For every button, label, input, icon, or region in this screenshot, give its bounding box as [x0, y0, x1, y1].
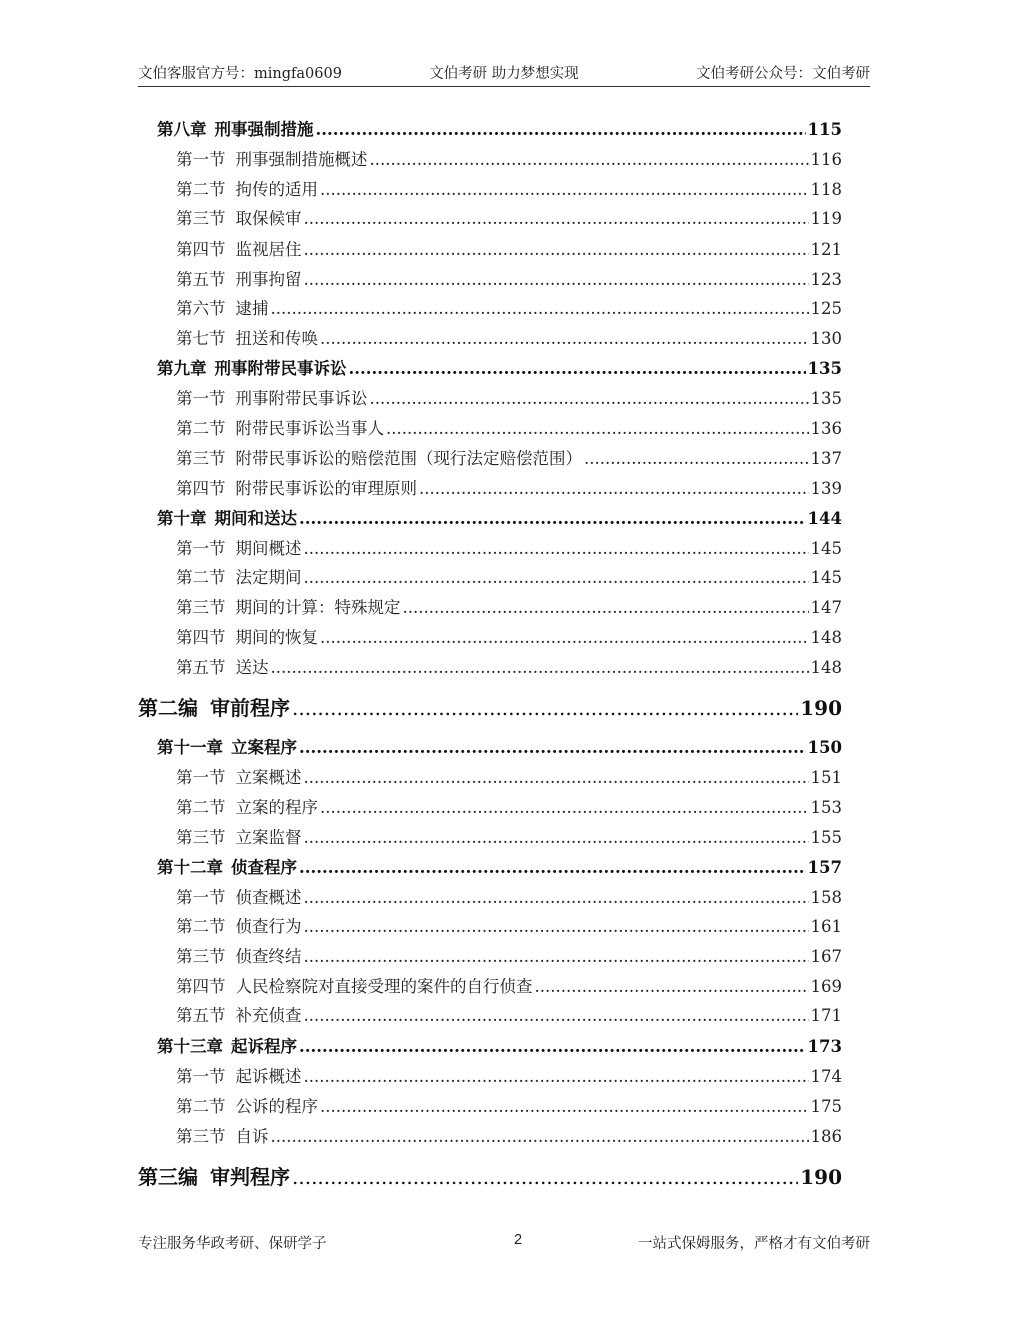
header-slogan: 文伯考研 助力梦想实现	[429, 66, 579, 82]
toc-page-number: 123	[810, 270, 842, 289]
toc-entry-number: 第三节	[176, 1127, 226, 1146]
toc-entry-text: 自诉	[235, 1127, 269, 1146]
toc-dot-leader	[320, 180, 809, 199]
toc-page-number: 139	[810, 479, 842, 498]
toc-page-number: 145	[810, 539, 842, 558]
page-footer	[138, 1232, 870, 1256]
toc-dot-leader	[299, 738, 806, 757]
toc-entry-number: 第四节	[176, 240, 226, 259]
toc-dot-leader	[292, 1165, 798, 1189]
toc-section-entry[interactable]	[176, 385, 842, 409]
toc-page-number: 115	[807, 120, 842, 139]
toc-entry-title	[176, 415, 384, 439]
toc-dot-leader	[386, 419, 809, 438]
toc-page-number: 137	[810, 449, 842, 468]
toc-section-entry[interactable]	[176, 236, 842, 260]
toc-page-number: 125	[810, 299, 842, 318]
toc-entry-title	[176, 1093, 318, 1117]
toc-entry-title	[176, 564, 302, 588]
toc-entry-number: 第六节	[176, 299, 226, 318]
toc-entry-title	[176, 445, 582, 469]
footer-left-text: 专注服务华政考研、保研学子	[138, 1236, 327, 1252]
toc-entry-text: 拘传的适用	[235, 180, 318, 199]
toc-section-entry[interactable]	[176, 764, 842, 788]
toc-dot-leader	[304, 270, 809, 289]
toc-dot-leader	[320, 628, 809, 647]
toc-section-entry[interactable]	[176, 445, 842, 469]
toc-entry-title	[138, 1161, 290, 1190]
toc-dot-leader	[349, 359, 806, 378]
toc-part-entry[interactable]	[138, 1161, 842, 1190]
toc-page-number: 118	[810, 180, 842, 199]
toc-entry-title	[176, 1063, 302, 1087]
footer-right-text: 一站式保姆服务，严格才有文伯考研	[638, 1236, 870, 1252]
toc-entry-title	[176, 535, 302, 559]
toc-entry-number: 第一节	[176, 1067, 226, 1086]
toc-section-entry[interactable]	[176, 205, 842, 229]
toc-entry-number: 第二节	[176, 798, 226, 817]
toc-entry-text: 侦查行为	[235, 917, 302, 936]
toc-page-number: 148	[810, 628, 842, 647]
toc-dot-leader	[320, 329, 809, 348]
toc-entry-text: 期间概述	[235, 539, 302, 558]
toc-section-entry[interactable]	[176, 295, 842, 319]
toc-section-entry[interactable]	[176, 325, 842, 349]
toc-entry-text: 立案概述	[235, 768, 302, 787]
toc-page-number: 161	[810, 917, 842, 936]
toc-entry-title	[176, 973, 533, 997]
toc-dot-leader	[304, 209, 809, 228]
toc-entry-text: 监视居住	[235, 240, 302, 259]
toc-entry-text: 刑事强制措施	[214, 120, 314, 139]
toc-page-number: 135	[807, 359, 842, 378]
toc-page-number: 130	[810, 329, 842, 348]
toc-entry-title	[176, 1123, 269, 1147]
toc-dot-leader	[292, 696, 798, 720]
toc-section-entry[interactable]	[176, 973, 842, 997]
toc-dot-leader	[304, 888, 809, 907]
toc-entry-number: 第一节	[176, 768, 226, 787]
toc-section-entry[interactable]	[176, 913, 842, 937]
toc-entry-text: 起诉概述	[235, 1067, 302, 1086]
toc-dot-leader	[304, 539, 809, 558]
toc-entry-text: 公诉的程序	[235, 1097, 318, 1116]
toc-entry-number: 第二节	[176, 1097, 226, 1116]
toc-section-entry[interactable]	[176, 794, 842, 818]
toc-entry-title	[176, 176, 318, 200]
toc-entry-number: 第四节	[176, 628, 226, 647]
toc-entry-number: 第三节	[176, 209, 226, 228]
toc-entry-text: 侦查程序	[231, 858, 297, 877]
toc-page-number: 190	[800, 1165, 842, 1189]
toc-section-entry[interactable]	[176, 535, 842, 559]
toc-entry-number: 第三编	[138, 1165, 198, 1189]
toc-page-number: 173	[807, 1037, 842, 1056]
toc-page-number: 151	[810, 768, 842, 787]
toc-section-entry[interactable]	[176, 1002, 842, 1026]
toc-entry-title	[176, 654, 269, 678]
toc-entry-text: 立案监督	[235, 828, 302, 847]
toc-entry-number: 第十一章	[157, 738, 223, 757]
toc-entry-title	[176, 824, 302, 848]
toc-page-number: 144	[807, 509, 842, 528]
toc-section-entry[interactable]	[176, 824, 842, 848]
toc-entry-title	[176, 1002, 302, 1026]
toc-section-entry[interactable]	[176, 1063, 842, 1087]
toc-page-number: 153	[810, 798, 842, 817]
toc-page-number: 136	[810, 419, 842, 438]
toc-chapter-entry[interactable]	[157, 116, 842, 140]
toc-entry-text: 侦查终结	[235, 947, 302, 966]
toc-page-number: 116	[810, 150, 842, 169]
toc-dot-leader	[304, 917, 809, 936]
toc-entry-title	[176, 385, 368, 409]
toc-dot-leader	[535, 977, 809, 996]
toc-dot-leader	[370, 389, 809, 408]
toc-dot-leader	[304, 240, 809, 259]
toc-chapter-entry[interactable]	[157, 505, 842, 529]
toc-entry-text: 侦查概述	[235, 888, 302, 907]
page-number: 2	[513, 1232, 523, 1248]
toc-dot-leader	[370, 150, 809, 169]
toc-entry-title	[176, 884, 302, 908]
toc-entry-title	[176, 475, 417, 499]
toc-page-number: 147	[810, 598, 842, 617]
toc-entry-text: 补充侦查	[235, 1006, 302, 1025]
toc-page-number: 175	[810, 1097, 842, 1116]
toc-entry-text: 法定期间	[235, 568, 302, 587]
toc-page-number: 157	[807, 858, 842, 877]
toc-entry-text: 逮捕	[235, 299, 269, 318]
toc-page-number: 135	[810, 389, 842, 408]
toc-entry-number: 第三节	[176, 828, 226, 847]
toc-dot-leader	[304, 568, 809, 587]
toc-entry-text: 人民检察院对直接受理的案件的自行侦查	[235, 977, 533, 996]
toc-entry-number: 第二节	[176, 917, 226, 936]
toc-page-number: 171	[810, 1006, 842, 1025]
toc-entry-title	[157, 505, 297, 529]
toc-page-number: 155	[810, 828, 842, 847]
toc-page-number: 145	[810, 568, 842, 587]
toc-dot-leader	[419, 479, 809, 498]
toc-entry-title	[176, 913, 302, 937]
toc-section-entry[interactable]	[176, 594, 842, 618]
toc-dot-leader	[403, 598, 809, 617]
toc-dot-leader	[304, 768, 809, 787]
toc-dot-leader	[304, 947, 809, 966]
page-header	[138, 58, 870, 87]
toc-dot-leader	[584, 449, 809, 468]
toc-entry-text: 期间的恢复	[235, 628, 318, 647]
toc-section-entry[interactable]	[176, 1093, 842, 1117]
toc-section-entry[interactable]	[176, 654, 842, 678]
toc-entry-number: 第二编	[138, 696, 198, 720]
toc-entry-text: 刑事强制措施概述	[235, 150, 368, 169]
toc-entry-number: 第一节	[176, 539, 226, 558]
toc-entry-title	[138, 692, 290, 721]
toc-entry-title	[176, 266, 302, 290]
toc-dot-leader	[299, 509, 806, 528]
toc-page-number: 121	[810, 240, 842, 259]
toc-entry-text: 取保候审	[235, 209, 302, 228]
toc-section-entry[interactable]	[176, 943, 842, 967]
toc-entry-number: 第二节	[176, 419, 226, 438]
toc-entry-number: 第二节	[176, 568, 226, 587]
toc-entry-title	[157, 734, 297, 758]
toc-entry-text: 立案程序	[231, 738, 297, 757]
toc-entry-number: 第四节	[176, 977, 226, 996]
toc-chapter-entry[interactable]	[157, 854, 842, 878]
toc-entry-number: 第五节	[176, 658, 226, 677]
toc-dot-leader	[271, 299, 809, 318]
toc-section-entry[interactable]	[176, 884, 842, 908]
toc-page-number: 119	[810, 209, 842, 228]
toc-entry-text: 审前程序	[210, 696, 290, 720]
toc-entry-number: 第一节	[176, 389, 226, 408]
toc-entry-number: 第五节	[176, 1006, 226, 1025]
toc-section-entry[interactable]	[176, 266, 842, 290]
toc-entry-number: 第十二章	[157, 858, 223, 877]
toc-entry-title	[176, 205, 302, 229]
toc-section-entry[interactable]	[176, 564, 842, 588]
toc-chapter-entry[interactable]	[157, 355, 842, 379]
toc-entry-text: 立案的程序	[235, 798, 318, 817]
toc-entry-number: 第一节	[176, 150, 226, 169]
toc-page-number: 158	[810, 888, 842, 907]
toc-part-entry[interactable]	[138, 692, 842, 721]
toc-entry-number: 第三节	[176, 947, 226, 966]
toc-page-number: 186	[810, 1127, 842, 1146]
toc-entry-text: 刑事附带民事诉讼	[214, 359, 347, 378]
toc-entry-text: 期间的计算：特殊规定	[235, 598, 401, 617]
toc-entry-title	[176, 325, 318, 349]
toc-entry-text: 送达	[235, 658, 269, 677]
toc-entry-text: 扭送和传唤	[235, 329, 318, 348]
toc-entry-text: 刑事拘留	[235, 270, 302, 289]
toc-entry-title	[176, 146, 368, 170]
toc-entry-number: 第八章	[157, 120, 207, 139]
toc-dot-leader	[271, 658, 809, 677]
toc-dot-leader	[316, 120, 806, 139]
toc-entry-title	[176, 594, 401, 618]
toc-section-entry[interactable]	[176, 176, 842, 200]
toc-entry-text: 起诉程序	[231, 1037, 297, 1056]
toc-entry-text: 附带民事诉讼当事人	[235, 419, 384, 438]
toc-page-number: 150	[807, 738, 842, 757]
toc-entry-number: 第三节	[176, 449, 226, 468]
toc-section-entry[interactable]	[176, 146, 842, 170]
toc-entry-number: 第十三章	[157, 1037, 223, 1056]
toc-page-number: 148	[810, 658, 842, 677]
toc-page-number: 190	[800, 696, 842, 720]
toc-dot-leader	[299, 858, 806, 877]
toc-entry-title	[157, 854, 297, 878]
toc-dot-leader	[304, 1067, 809, 1086]
toc-entry-number: 第一节	[176, 888, 226, 907]
toc-entry-title	[176, 764, 302, 788]
toc-entry-title	[157, 355, 347, 379]
header-service-account: 文伯客服官方号：mingfa0609	[138, 66, 342, 82]
toc-entry-title	[157, 1033, 297, 1057]
toc-entry-title	[176, 295, 269, 319]
toc-section-entry[interactable]	[176, 1123, 842, 1147]
toc-dot-leader	[320, 798, 809, 817]
toc-dot-leader	[299, 1037, 806, 1056]
toc-entry-title	[176, 943, 302, 967]
toc-entry-title	[176, 624, 318, 648]
toc-entry-title	[157, 116, 314, 140]
toc-chapter-entry[interactable]	[157, 1033, 842, 1057]
toc-entry-number: 第二节	[176, 180, 226, 199]
toc-entry-number: 第七节	[176, 329, 226, 348]
toc-entry-number: 第十章	[157, 509, 207, 528]
toc-entry-number: 第三节	[176, 598, 226, 617]
toc-page-number: 169	[810, 977, 842, 996]
toc-entry-text: 附带民事诉讼的审理原则	[235, 479, 417, 498]
toc-section-entry[interactable]	[176, 624, 842, 648]
toc-entry-number: 第四节	[176, 479, 226, 498]
toc-entry-text: 附带民事诉讼的赔偿范围（现行法定赔偿范围）	[235, 449, 582, 468]
toc-entry-number: 第九章	[157, 359, 207, 378]
toc-entry-text: 刑事附带民事诉讼	[235, 389, 368, 408]
toc-dot-leader	[304, 828, 809, 847]
toc-entry-title	[176, 794, 318, 818]
toc-section-entry[interactable]	[176, 475, 842, 499]
toc-page-number: 174	[810, 1067, 842, 1086]
toc-dot-leader	[271, 1127, 809, 1146]
toc-chapter-entry[interactable]	[157, 734, 842, 758]
toc-entry-number: 第五节	[176, 270, 226, 289]
toc-entry-text: 期间和送达	[214, 509, 297, 528]
toc-dot-leader	[304, 1006, 809, 1025]
toc-section-entry[interactable]	[176, 415, 842, 439]
toc-page-number: 167	[810, 947, 842, 966]
toc-entry-text: 审判程序	[210, 1165, 290, 1189]
toc-dot-leader	[320, 1097, 809, 1116]
toc-entry-title	[176, 236, 302, 260]
header-public-account: 文伯考研公众号：文伯考研	[696, 66, 870, 82]
